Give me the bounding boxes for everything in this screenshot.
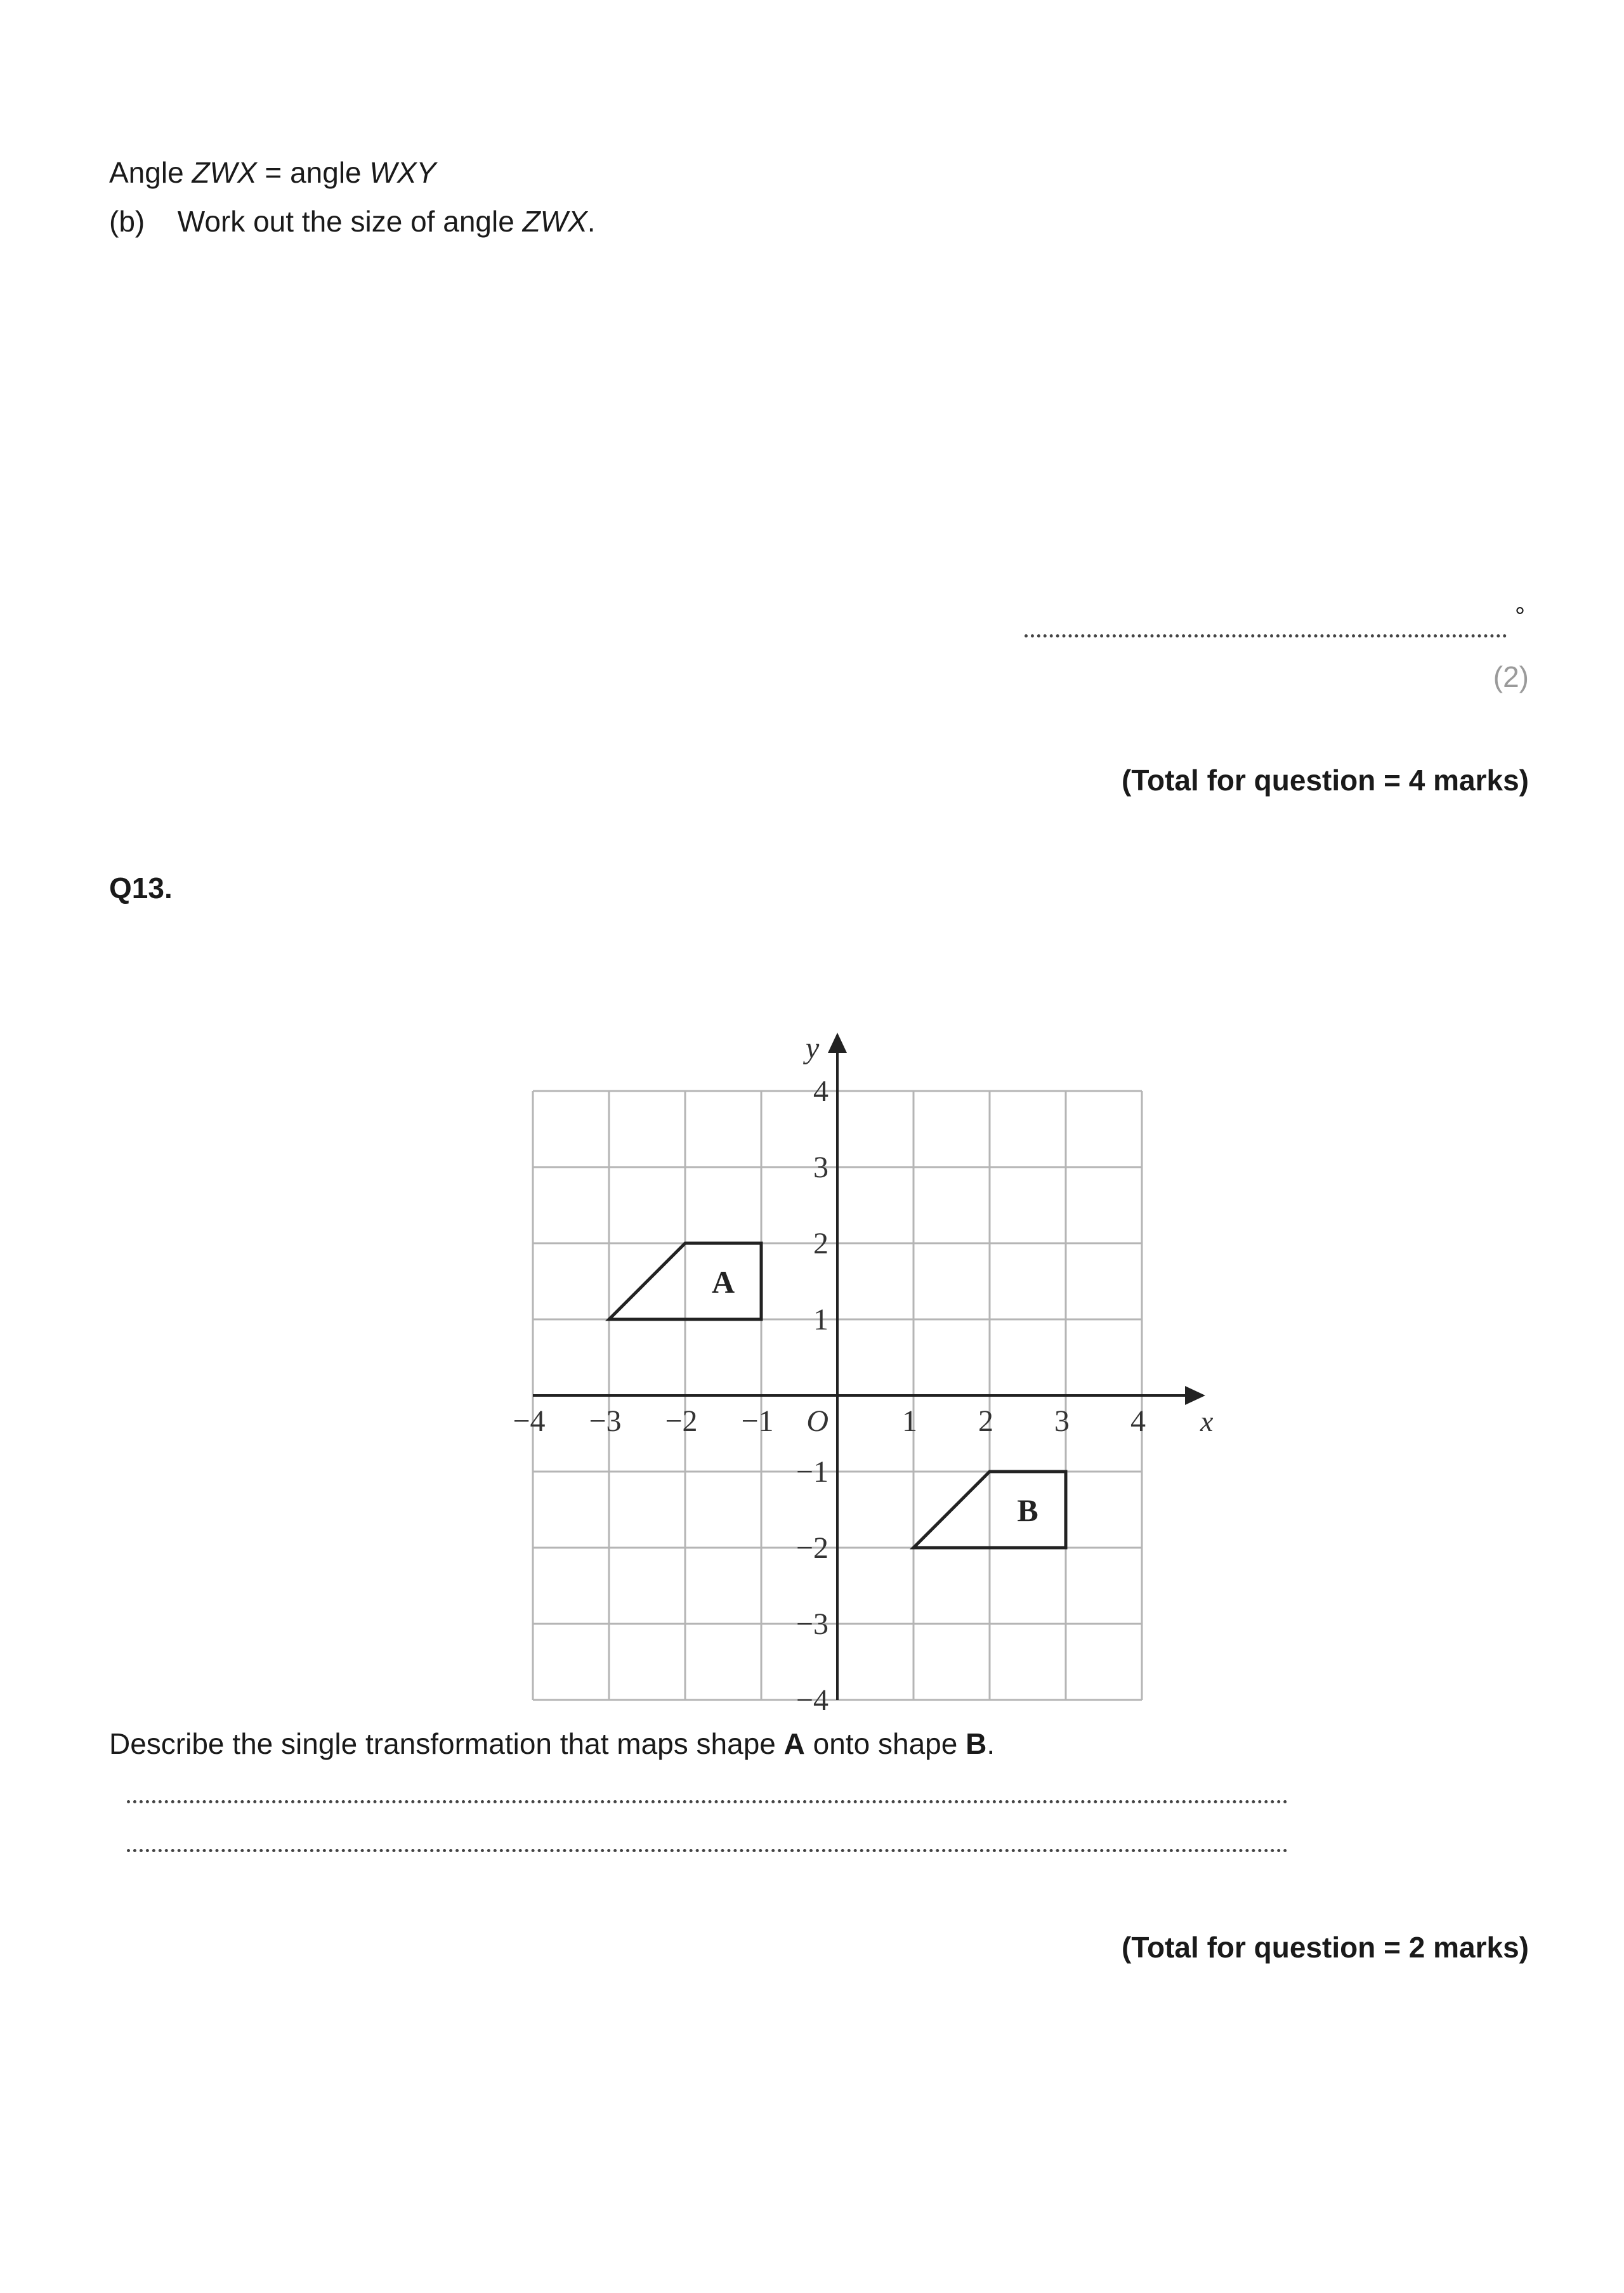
total-q13: (Total for question = 2 marks) <box>1122 1931 1529 1964</box>
shape-label-b: B <box>1017 1493 1038 1528</box>
coordinate-grid-chart <box>495 990 1218 1717</box>
y-tick-label: 2 <box>813 1227 828 1260</box>
answer-line-13-1[interactable] <box>127 1800 1288 1803</box>
given-statement: Angle ZWX = angle WXY <box>109 156 436 189</box>
x-tick-label: −3 <box>589 1404 622 1438</box>
y-tick-label: 1 <box>813 1303 828 1336</box>
question-13: Describe the single transformation that maps shape A onto shape B. <box>109 1727 995 1760</box>
question-number: Q13. <box>109 872 173 905</box>
y-axis-arrow <box>828 1033 847 1053</box>
question-b: (b) Work out the size of angle ZWX. <box>109 205 596 238</box>
y-tick-label: −1 <box>796 1455 828 1489</box>
y-tick-label: −3 <box>796 1607 828 1641</box>
answer-line-13-2[interactable] <box>127 1849 1288 1852</box>
total-q12: (Total for question = 4 marks) <box>1122 764 1529 797</box>
x-tick-label: 1 <box>902 1404 917 1438</box>
x-tick-label: 2 <box>978 1404 993 1438</box>
shape-label-a: A <box>711 1264 735 1300</box>
x-tick-label: −1 <box>741 1404 774 1438</box>
x-tick-label: −4 <box>513 1404 546 1438</box>
y-tick-label: −2 <box>796 1531 828 1565</box>
x-axis-arrow <box>1185 1386 1205 1405</box>
origin-label: O <box>806 1404 828 1438</box>
x-tick-label: −2 <box>665 1404 698 1438</box>
y-tick-label: −4 <box>796 1683 828 1717</box>
marks-b: (2) <box>1493 660 1529 693</box>
y-tick-label: 3 <box>813 1151 828 1184</box>
y-tick-label: 4 <box>813 1075 828 1108</box>
x-tick-label: 4 <box>1130 1404 1146 1438</box>
y-axis-label: y <box>806 1031 820 1065</box>
answer-line-b[interactable] <box>1025 634 1507 637</box>
x-tick-label: 3 <box>1054 1404 1070 1438</box>
degree-symbol: ° <box>1515 603 1525 630</box>
part-label: (b) <box>109 205 145 238</box>
x-axis-label: x <box>1200 1405 1214 1437</box>
